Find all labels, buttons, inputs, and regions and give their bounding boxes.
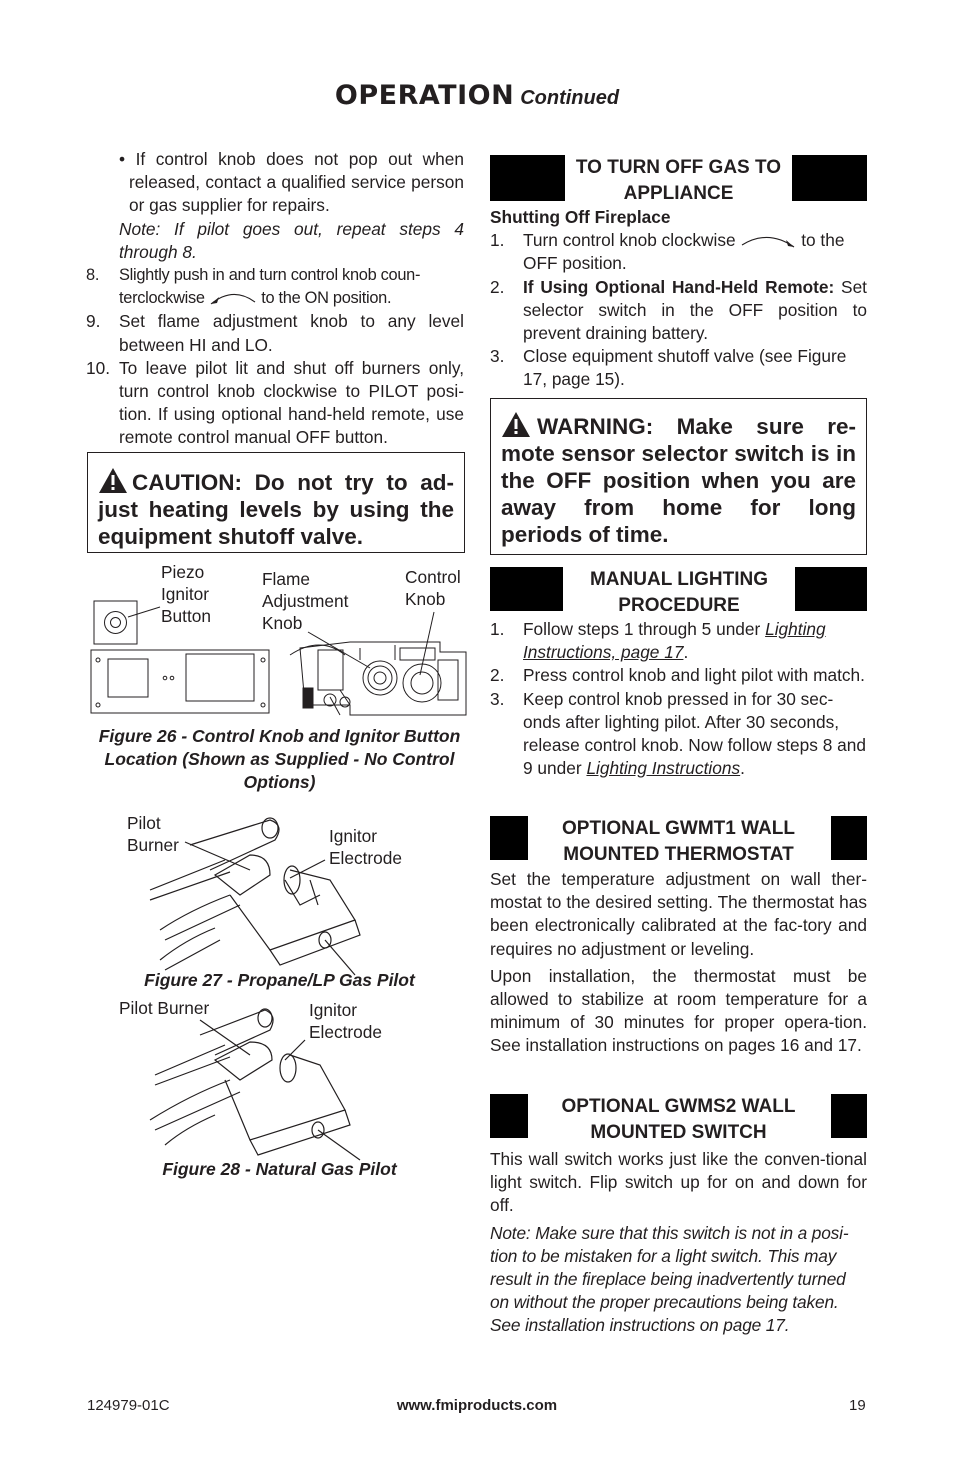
- gwmt1-paragraph-1: Set the temperature adjustment on wall ther-mostat to the desired setting. The thermostat has been electronically calibrated at the fac-tory and requires no adjustment or leveling.: [490, 869, 867, 959]
- heading-bar-left: [490, 1094, 528, 1138]
- manual-lighting-heading-text: MANUAL LIGHTING PROCEDURE: [589, 569, 769, 616]
- section-subtitle: Continued: [520, 87, 620, 109]
- fig27-pilot-label: Pilot Burner: [127, 813, 179, 855]
- lighting-instructions-link[interactable]: Lighting Instructions, page 17: [523, 619, 826, 663]
- manual-step-2: 2. Press control knob and light pilot with match.: [490, 665, 865, 686]
- manual-lighting-heading: [490, 567, 867, 616]
- warning-icon: [501, 411, 531, 437]
- section-title: OPERATION: [334, 80, 515, 111]
- manual-step-1: 1. Follow steps 1 through 5 under Lighting Instructions, page 17.: [490, 619, 826, 663]
- heading-bar-right: [795, 567, 867, 611]
- warning-box: [490, 398, 867, 555]
- pilot-note: Note: If pilot goes out, repeat steps 4 through 8.: [119, 218, 464, 262]
- heading-bar-right: [831, 816, 867, 860]
- turn-off-step-1: 1. Turn control knob clockwise to the OFF position.: [490, 230, 845, 274]
- step-10-text: To leave pilot lit and shut off burners only, turn control knob clockwise to PILOT posi-tion. If using optional hand-held remote, use remote control manual OFF button.: [119, 357, 464, 448]
- fig27-ignitor-label: Ignitor Electrode: [329, 826, 403, 868]
- heading-bar-left: [490, 567, 563, 611]
- step-8-text-a: Slightly push in and turn control knob coun-terclockwise: [119, 266, 421, 308]
- bullet-text: • If control knob does not pop out when released, contact a qualified service person or gas supplier for repairs.: [119, 149, 464, 216]
- piezo-label: Piezo Ignitor Button: [161, 562, 211, 626]
- cw-arrow-icon: [740, 235, 796, 249]
- flame-label: Flame Adjustment Knob: [262, 569, 349, 633]
- gwmt1-paragraph-2: Upon installation, the thermostat must be allowed to stabilize at room temperature for a minimum of 30 minutes for proper opera-tion. See installation instructions on pages 16 and 17.: [490, 965, 867, 1056]
- caution-text: CAUTION: Do not try to ad-just heating levels by using the equipment shutoff valve.: [98, 470, 454, 549]
- figure-26-caption: Figure 26 - Control Knob and Ignitor Button Location (Shown as Supplied - No Control Options): [98, 726, 461, 792]
- heading-bar-right: [792, 155, 867, 201]
- lighting-instructions-link-2[interactable]: Lighting Instructions: [586, 758, 741, 779]
- step-8-text-b: to the ON position.: [261, 289, 392, 308]
- shutting-off-subheading: Shutting Off Fireplace: [490, 207, 671, 227]
- page-number: 19: [849, 1397, 866, 1414]
- heading-bar-left: [490, 816, 528, 860]
- manual-lighting-steps: [490, 618, 867, 780]
- turn-off-step-2: 2. If Using Optional Hand-Held Remote: Set selector switch in the OFF position to prevent draining battery.: [490, 276, 867, 344]
- heading-bar-left: [490, 155, 565, 201]
- turn-off-heading: [490, 155, 867, 204]
- turn-off-section: [490, 206, 867, 392]
- turn-off-step-3: 3. Close equipment shutoff valve (see Figure 17, page 15).: [490, 346, 847, 390]
- control-label: Control Knob: [405, 567, 461, 609]
- gwms2-body: [490, 1148, 867, 1338]
- step-8: 8. Slightly push in and turn control knob coun-terclockwise to the ON position.: [86, 266, 421, 308]
- footer-url[interactable]: www.fmiproducts.com: [396, 1397, 558, 1414]
- document-code: 124979-01C: [87, 1397, 170, 1414]
- gwms2-paragraph: This wall switch works just like the conven-tional light switch. Flip switch up for on and down for off.: [490, 1149, 867, 1216]
- gwms2-heading-text: OPTIONAL GWMS2 WALL MOUNTED SWITCH: [561, 1096, 796, 1143]
- manual-step-3: 3. Keep control knob pressed in for 30 sec-onds after lighting pilot. After 30 seconds, release control knob. Now follow steps 8 and 9 under Lighting Instructions.: [490, 688, 866, 779]
- gwmt1-heading: [490, 816, 867, 865]
- warning-text: WARNING: Make sure re-mote sensor selector switch is in the OFF position when you are away from home for long periods of time.: [501, 414, 856, 547]
- figure-27-caption: Figure 27 - Propane/LP Gas Pilot: [144, 970, 415, 990]
- step-9: 9. Set flame adjustment knob to any level between HI and LO.: [86, 311, 464, 355]
- gwmt1-heading-text: OPTIONAL GWMT1 WALL MOUNTED THERMOSTAT: [562, 818, 795, 865]
- figure-28-caption: Figure 28 - Natural Gas Pilot: [162, 1159, 397, 1179]
- gwms2-heading: [490, 1094, 867, 1143]
- turn-off-heading-text: TO TURN OFF GAS TO APPLIANCE: [575, 157, 782, 204]
- heading-bar-right: [831, 1094, 867, 1138]
- gwms2-note: Note: Make sure that this switch is not in a posi-tion to be mistaken for a light switch. This may result in the fireplace being inadvertently turned on without the proper precautions being taken. See installation instructions on page 17.: [490, 1222, 849, 1336]
- gwmt1-body: [490, 868, 867, 1058]
- step-9-text: Set flame adjustment knob to any level between HI and LO.: [119, 311, 464, 355]
- step-10: 10. To leave pilot lit and shut off burners only, turn control knob clockwise to PILOT posi-tion. If using optional hand-held remote, use remote control manual OFF button.: [86, 357, 464, 448]
- fig28-ignitor-label: Ignitor Electrode: [309, 1000, 383, 1042]
- fig28-pilot-label: Pilot Burner: [119, 998, 210, 1018]
